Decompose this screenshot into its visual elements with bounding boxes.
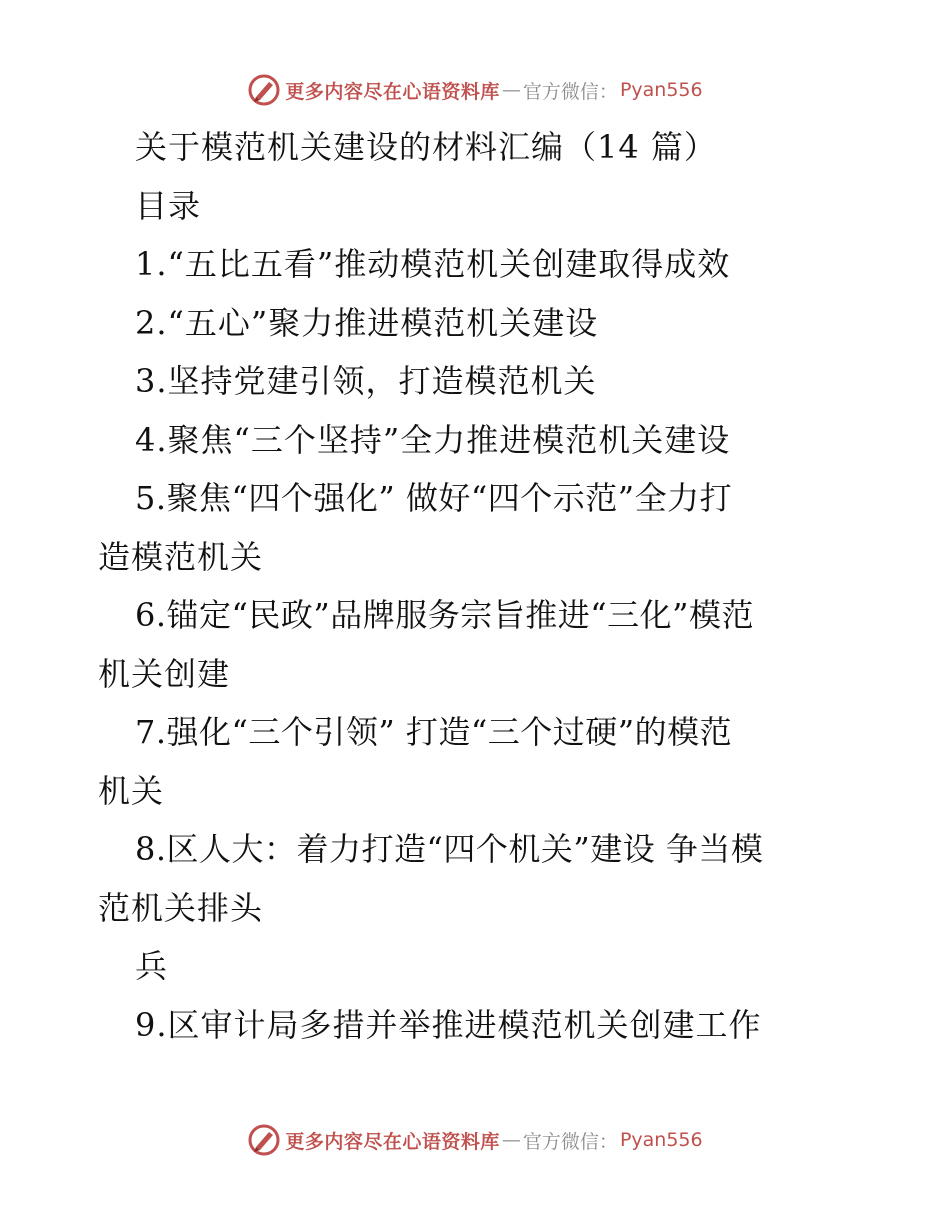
pen-logo-icon: [247, 73, 281, 107]
toc-item-1: 1.“五比五看”推动模范机关创建取得成效: [135, 245, 731, 283]
watermark-wechat-id: Pyan556: [619, 79, 703, 101]
toc-item-2: 2.“五心”聚力推进模范机关建设: [135, 303, 599, 342]
toc-item-8-cont: 范机关排头: [98, 888, 264, 927]
toc-item-4: 4.聚焦“三个坚持”全力推进模范机关建设: [135, 420, 731, 459]
toc-item-7-cont: 机关: [98, 771, 165, 810]
document-body: [98, 118, 858, 1054]
pen-logo-icon: [247, 1123, 281, 1157]
toc-item-3: 3.坚持党建引领，打造模范机关: [135, 362, 597, 400]
toc-heading: 目录: [135, 186, 202, 225]
toc-item-5-cont: 造模范机关: [98, 537, 264, 576]
toc-item-9: 9.区审计局多措并举推进模范机关创建工作: [135, 1005, 762, 1044]
watermark-wechat-label: 官方微信：: [522, 1130, 618, 1153]
document-title: 关于模范机关建设的材料汇编（14 篇）: [135, 128, 717, 166]
watermark-wechat-label: 官方微信：: [522, 80, 618, 103]
toc-item-7: 7.强化“三个引领” 打造“三个过硬”的模范: [135, 713, 733, 751]
toc-item-8: 8.区人大：着力打造“四个机关”建设 争当模: [135, 830, 764, 868]
header-watermark: [0, 70, 950, 110]
watermark-brand: 更多内容尽在心语资料库: [285, 80, 500, 103]
watermark-wechat-id: Pyan556: [619, 1129, 703, 1151]
toc-item-5: 5.聚焦“四个强化” 做好“四个示范”全力打: [135, 479, 733, 517]
toc-item-6: 6.锚定“民政”品牌服务宗旨推进“三化”模范: [135, 596, 754, 634]
footer-watermark: [0, 1120, 950, 1160]
watermark-separator: —: [501, 1129, 521, 1151]
watermark-brand: 更多内容尽在心语资料库: [285, 1130, 500, 1153]
toc-item-6-cont: 机关创建: [98, 654, 231, 693]
toc-item-8-cont-2: 兵: [135, 947, 169, 985]
watermark-separator: —: [501, 79, 521, 101]
